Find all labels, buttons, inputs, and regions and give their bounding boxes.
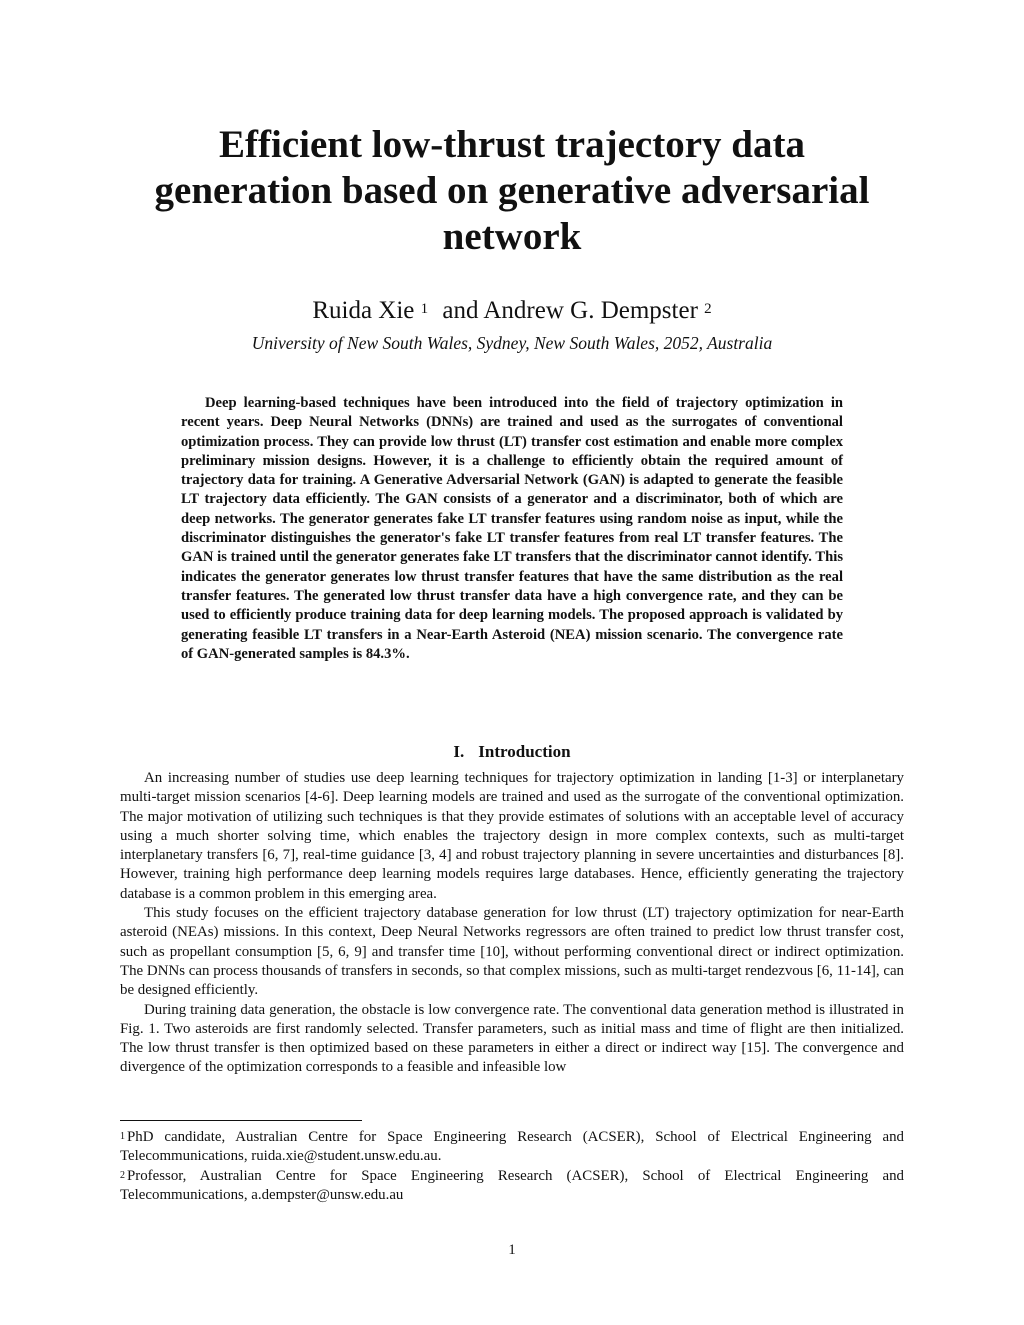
footnote-1-mark: 1 xyxy=(120,1131,125,1142)
paragraph-3: During training data generation, the obstacle is low convergence rate. The conventional data generation method is illustrated in Fig. 1. Two asteroids are first randomly selected. Transfer parameters, such as initial mass and time of flight are then initialized. The low thrust transfer is then optimized based on these parameters in either a direct or indirect way [15]. The convergence and divergence of the optimization corresponds to a feasible and infeasible low xyxy=(120,1001,904,1076)
author-list xyxy=(120,296,904,326)
paragraph-2: This study focuses on the efficient trajectory database generation for low thrust (LT) trajectory optimization for near-Earth asteroid (NEAs) missions. In this context, Deep Neural Networks regressors are often trained to predict low thrust transfer cost, such as propellant consumption [5, 6, 9] and transfer time [10], without performing conventional direct or indirect optimization. The DNNs can process thousands of transfers in seconds, so that complex missions, such as multi-target rendezvous [6, 11-14], can be designed efficiently. xyxy=(120,905,904,999)
footnote-2-mark: 2 xyxy=(120,1169,125,1181)
footnotes xyxy=(120,1128,904,1205)
abstract: Deep learning-based techniques have been introduced into the field of trajectory optimization in recent years. Deep Neural Networks (DNNs) are trained and used as the surrogates of conventional optimization process. They can provide low thrust (LT) transfer cost estimation and enable more complex preliminary mission designs. However, it is a challenge to efficiently obtain the required amount of trajectory data for training. A Generative Adversarial Network (GAN) is adapted to generate the feasible LT trajectory data efficiently. The GAN consists of a generator and a discriminator, both of which are deep networks. The generator generates fake LT transfer features using random noise as input, while the discriminator distinguishes the generator's fake LT transfer features from real LT transfer features. The GAN is trained until the generator generates fake LT transfers that the discriminator cannot identify. This indicates the generator generates low thrust transfer features that have the same distribution as the real transfer features. The generated low thrust transfer data have a high convergence rate, and they can be used to efficiently produce training data for deep learning models. The proposed approach is validated by generating feasible LT transfers in a Near-Earth Asteroid (NEA) mission scenario. The convergence rate of GAN-generated samples is 84.3%. xyxy=(181,395,843,662)
body-text xyxy=(120,769,904,1078)
section-number: I. xyxy=(453,742,465,761)
author-1-name: Ruida Xie xyxy=(312,297,415,324)
section-title: Introduction xyxy=(478,742,571,761)
paper-title xyxy=(120,122,904,260)
title-line-1: Efficient low-thrust trajectory data xyxy=(219,123,805,166)
author-1-footnote-mark: 1 xyxy=(420,301,429,317)
footnote-1 xyxy=(120,1128,904,1167)
title-line-2: generation based on generative adversarial xyxy=(154,169,870,212)
author-2-footnote-mark: 2 xyxy=(704,301,712,317)
affiliation: University of New South Wales, Sydney, New South Wales, 2052, Australia xyxy=(251,333,773,353)
footnote-2-text: Professor, Australian Centre for Space Engineering Research (ACSER), School of Electrical Engineering and Telecommunications, a.dempster@unsw.edu.au xyxy=(120,1167,904,1203)
footnote-1-text: PhD candidate, Australian Centre for Space Engineering Research (ACSER), School of Electrical Engineering and Telecommunications, ruida.xie@student.unsw.edu.au. xyxy=(120,1129,904,1165)
section-heading-introduction xyxy=(120,741,904,763)
title-line-3: network xyxy=(442,215,582,258)
author-2-name: and Andrew G. Dempster xyxy=(442,297,698,324)
paragraph-1: An increasing number of studies use deep learning techniques for trajectory optimization in landing [1-3] or interplanetary multi-target mission scenarios [4-6]. Deep learning models are trained and used as the surrogate of the conventional optimization. The major motivation of utilizing such techniques is that they provide estimates of solutions with an acceptable level of accuracy using a much shorter solving time, which enables the trajectory design in more complex contexts, such as multi-target interplanetary transfers [6, 7], real-time guidance [3, 4] and robust trajectory planning in severe uncertainties and disturbances [8]. However, training high performance deep learning models requires large databases. Hence, efficiently generating the trajectory database is a common problem in this emerging area. xyxy=(120,770,904,902)
page-number: 1 xyxy=(508,1242,516,1258)
footnote-2 xyxy=(120,1167,904,1206)
footnote-separator xyxy=(120,1120,362,1121)
